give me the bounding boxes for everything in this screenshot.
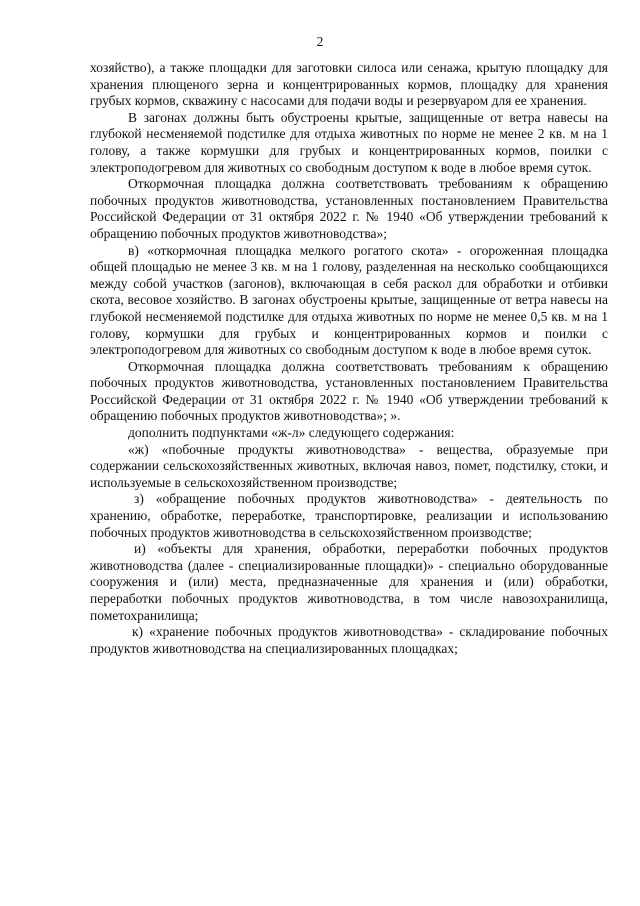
paragraph-item-i: и) «объекты для хранения, обработки, переработки побочных продуктов животноводства (далее - специализированные площадки)» - специально оборудованные сооружения и (или) места, предназначенные для хранения и (или) обработки, переработки побочных продуктов животноводства, в том числе навозохранилища, пометохранилища; <box>90 541 608 623</box>
paragraph-pens-requirements: В загонах должны быть обустроены крытые, защищенные от ветра навесы на глубокой несменяемой подстилке для отдыха животных по норме не менее 2 кв. м на 1 голову, а также кормушки для грубых и концентрированных кормов, поилки с электроподогревом для животных со свободным доступом к воде в любое время суток. <box>90 109 608 175</box>
paragraph-continuation: хозяйство), а также площадки для заготовки силоса или сенажа, крытую площадку для хранения плющеного зерна и концентрированных кормов, площадку для хранения грубых кормов, скважину с насосами для подачи воды и резервуаром для ее хранения. <box>90 60 608 109</box>
paragraph-amendment-intro: дополнить подпунктами «ж-л» следующего содержания: <box>128 425 455 441</box>
document-body <box>90 60 608 657</box>
page-number: 2 <box>316 34 324 49</box>
paragraph-item-zh: «ж) «побочные продукты животноводства» - вещества, образуемые при содержании сельскохозяйственных животных, включая навоз, помет, подстилку, стоки, и используемые в сельскохозяйственном производстве; <box>90 441 608 490</box>
paragraph-feedlot-compliance: Откормочная площадка должна соответствовать требованиям к обращению побочных продуктов животноводства, установленных постановлением Правительства Российской Федерации от 31 октября 2022 г. № 1940 «Об утверждении требований к обращению побочных продуктов животноводства»; <box>90 176 608 241</box>
paragraph-item-v: в) «откормочная площадка мелкого рогатого скота» - огороженная площадка общей площадью не менее 3 кв. м на 1 голову, разделенная на несколько сообщающихся между собой участков (загонов), включающая в себя раскол для обработки и отбивки скота, весовое хозяйство. В загонах обустроены крытые, защищенные от ветра навесы на глубокой несменяемой подстилке для отдыха животных по норме не менее 0,5 кв. м на 1 голову, кормушки для грубых и концентрированных кормов и поилки с электроподогревом для животных со свободным доступом к воде в любое время суток. <box>90 242 608 358</box>
paragraph-feedlot-compliance-2: Откормочная площадка должна соответствовать требованиям к обращению побочных продуктов животноводства, установленных постановлением Правительства Российской Федерации от 31 октября 2022 г. № 1940 «Об утверждении требований к обращению побочных продуктов животноводства»; ». <box>90 358 608 424</box>
paragraph-item-z: з) «обращение побочных продуктов животноводства» - деятельность по хранению, обработке, переработке, транспортировке, реализации и использованию побочных продуктов животноводства в сельскохозяйственном производстве; <box>90 491 608 540</box>
paragraph-item-k: к) «хранение побочных продуктов животноводства» - складирование побочных продуктов животноводства на специализированных площадках; <box>90 624 608 656</box>
